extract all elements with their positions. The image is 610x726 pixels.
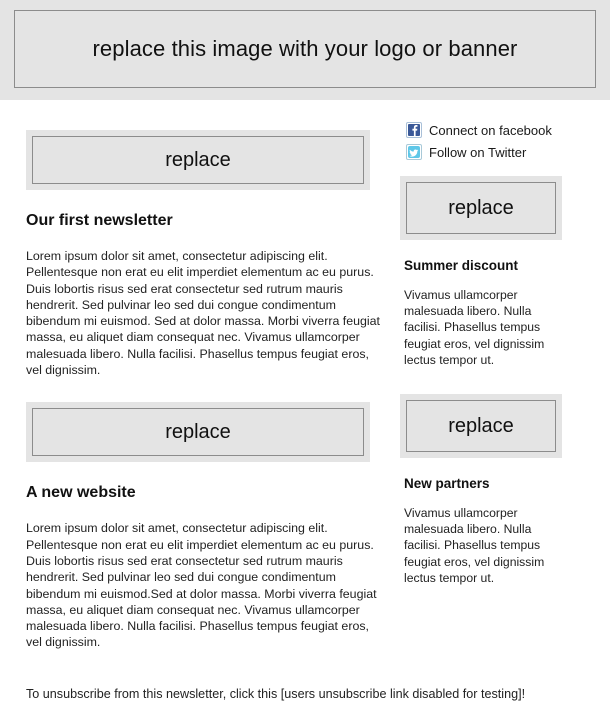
article-title-2: A new website bbox=[26, 484, 136, 502]
social-link-twitter[interactable] bbox=[406, 144, 610, 160]
newsletter-body bbox=[0, 100, 610, 651]
sidebar-title-1: Summer discount bbox=[404, 258, 519, 273]
sidebar-image-placeholder-1-label: replace bbox=[448, 196, 514, 219]
article-image-placeholder-1-label: replace bbox=[165, 148, 231, 171]
social-links bbox=[400, 122, 610, 160]
header-banner-band bbox=[0, 0, 610, 100]
sidebar-image-placeholder-2[interactable] bbox=[400, 394, 562, 458]
logo-banner-label: replace this image with your logo or banner bbox=[92, 36, 518, 61]
article-image-placeholder-2[interactable] bbox=[26, 402, 370, 462]
unsubscribe-text: To unsubscribe from this newsletter, click this [users unsubscribe link disabled for testing]! bbox=[26, 686, 526, 701]
logo-banner-placeholder[interactable] bbox=[14, 10, 596, 88]
article-title-1: Our first newsletter bbox=[26, 212, 173, 229]
article-image-placeholder-2-label: replace bbox=[165, 420, 231, 443]
twitter-icon bbox=[406, 144, 422, 160]
sidebar-image-placeholder-2-label: replace bbox=[448, 414, 514, 437]
article-image-placeholder-1-frame bbox=[32, 136, 364, 184]
social-link-facebook[interactable] bbox=[406, 122, 610, 138]
sidebar-body-2: Vivamus ullamcorper malesuada libero. Nulla facilisi. Phasellus tempus feugiat eros, vel dignissim lectus tempor ut. bbox=[404, 506, 545, 585]
sidebar-column bbox=[400, 100, 610, 586]
sidebar-title-2: New partners bbox=[404, 476, 490, 492]
sidebar-image-placeholder-1-frame bbox=[406, 182, 556, 234]
social-link-facebook-label: Connect on facebook bbox=[429, 122, 552, 138]
social-link-twitter-label: Follow on Twitter bbox=[429, 144, 527, 160]
sidebar-image-placeholder-1[interactable] bbox=[400, 176, 562, 240]
article-image-placeholder-2-frame bbox=[32, 408, 364, 456]
article-body-2: Lorem ipsum dolor sit amet, consectetur adipiscing elit. Pellentesque non erat eu elit imperdiet elementum ac eu purus. Duis lobortis risus sed erat consectetur sed rutrum mauris hendrerit. Sed pulvinar leo sed dui congue condimentum bibendum mi euismod.Sed at dolor massa. Morbi viverra feugiat massa, eu aliquet diam consequat nec. Vivamus ullamcorper malesuada libero. Nulla facilisi. Phasellus tempus feugiat eros, vel dignissim. bbox=[26, 521, 377, 650]
article-image-placeholder-1[interactable] bbox=[26, 130, 370, 190]
sidebar-body-1: Vivamus ullamcorper malesuada libero. Nulla facilisi. Phasellus tempus feugiat eros, vel dignissim lectus tempor ut. bbox=[404, 288, 545, 367]
sidebar-image-placeholder-2-frame bbox=[406, 400, 556, 452]
footer bbox=[0, 685, 610, 703]
article-body-1: Lorem ipsum dolor sit amet, consectetur adipiscing elit. Pellentesque non erat eu elit imperdiet elementum ac eu purus. Duis lobortis risus sed erat consectetur sed rutrum mauris hendrerit. Sed pulvinar leo sed dui congue condimentum bibendum mi euismod. Sed at dolor massa. Morbi viverra feugiat massa, eu aliquet diam consequat nec. Vivamus ullamcorper malesuada libero. Nulla facilisi. Phasellus tempus feugiat eros, vel dignissim. bbox=[26, 249, 380, 378]
main-column bbox=[0, 100, 400, 651]
facebook-icon bbox=[406, 122, 422, 138]
